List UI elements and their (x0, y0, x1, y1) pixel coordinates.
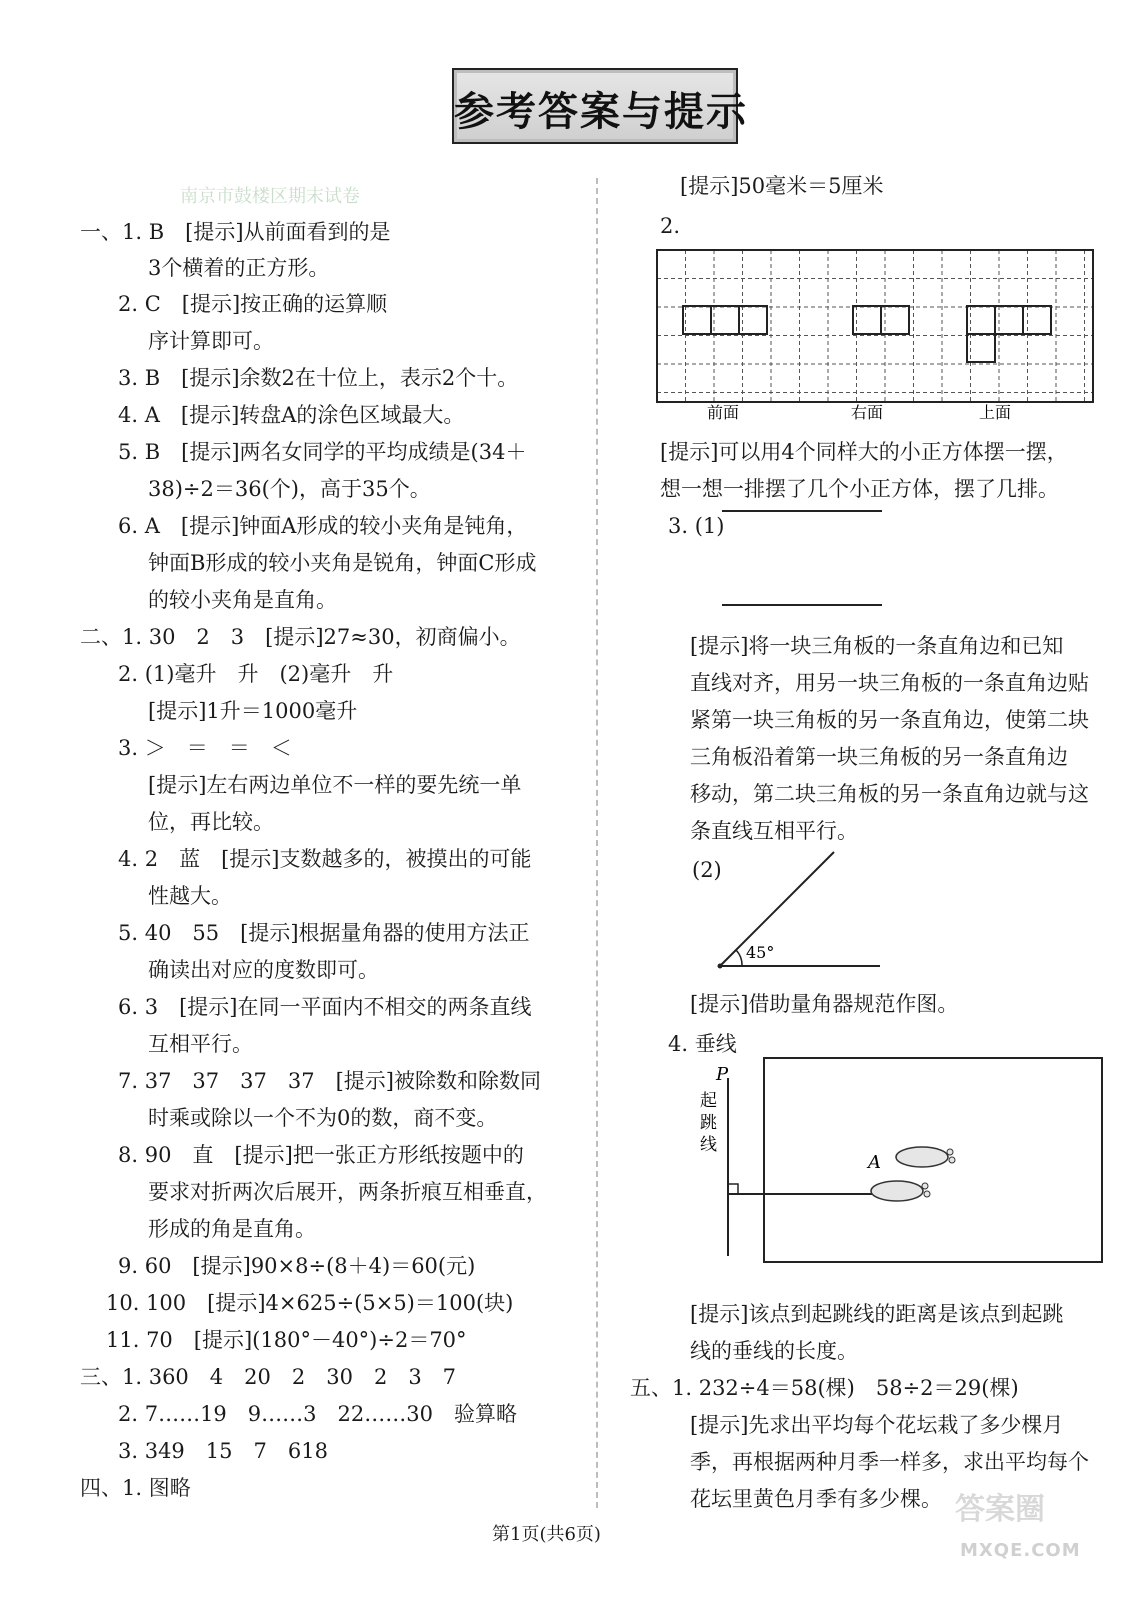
right-answer-line: 想一想一排摆了几个小正方体，摆了几排。 (660, 477, 1059, 501)
title-box (452, 68, 748, 144)
right-answer-line: [提示]50毫米＝5厘米 (680, 174, 884, 198)
right-answer-line: [提示]将一块三角板的一条直角边和已知 (690, 634, 1064, 658)
right-answer-line: (2) (692, 858, 722, 882)
three-views-grid (655, 248, 1105, 428)
toe-icon (922, 1183, 928, 1189)
watermark-logo: 答案圈 (955, 1492, 1045, 1527)
left-answer-line: 5. 40 55 [提示]根据量角器的使用方法正 (118, 921, 530, 945)
left-answer-line: 的较小夹角是直角。 (148, 588, 337, 612)
toe-icon (924, 1191, 930, 1197)
left-answer-line: [提示]1升＝1000毫升 (148, 699, 358, 723)
left-answer-line: 位，再比较。 (148, 810, 274, 834)
angle-vertex (718, 964, 723, 969)
left-answer-line: [提示]左右两边单位不一样的要先统一单 (148, 773, 522, 797)
left-answer-line: 四、1. 图略 (80, 1476, 191, 1500)
left-answer-line: 10. 100 [提示]4×625÷(5×5)＝100(块) (106, 1291, 514, 1315)
left-answer-line: 时乘或除以一个不为0的数，商不变。 (148, 1106, 498, 1130)
left-answer-line: 4. A [提示]转盘A的涂色区域最大。 (118, 403, 465, 427)
left-answer-line: 钟面B形成的较小夹角是锐角，钟面C形成 (148, 551, 537, 575)
angle-arc (736, 950, 742, 966)
left-answer-line: 互相平行。 (148, 1032, 253, 1056)
left-answer-line: 三、1. 360 4 20 2 30 2 3 7 (80, 1365, 457, 1389)
left-answer-line: 5. B [提示]两名女同学的平均成绩是(34＋ (118, 440, 527, 464)
top-square-1 (967, 306, 995, 334)
toe-icon (949, 1157, 955, 1163)
angle-label: 45° (746, 943, 775, 962)
point-a-label: A (868, 1152, 881, 1173)
right-answer-line: 移动，第二块三角板的另一条直角边就与这 (690, 782, 1089, 806)
left-answer-line: 2. C [提示]按正确的运算顺 (118, 292, 388, 316)
top-square-4 (967, 334, 995, 362)
front-view-label: 前面 (707, 403, 740, 422)
left-answer-line: 确读出对应的度数即可。 (148, 958, 379, 982)
left-answer-line: 2. (1)毫升 升 (2)毫升 升 (118, 662, 394, 686)
left-answer-line: 序计算即可。 (148, 329, 274, 353)
page-footer: 第1页(共6页) (492, 1524, 601, 1545)
right-square-1 (853, 306, 881, 334)
left-answer-line: 9. 60 [提示]90×8÷(8＋4)＝60(元) (118, 1254, 476, 1278)
right-answer-line: 条直线互相平行。 (690, 819, 858, 843)
left-answer-line: 3. 349 15 7 618 (118, 1439, 328, 1463)
right-answer-line: [提示]该点到起跳线的距离是该点到起跳 (690, 1302, 1064, 1326)
left-answer-line: 3. ＞ ＝ ＝ ＜ (118, 736, 292, 760)
long-jump-figure (692, 1056, 1112, 1266)
right-answer-line: [提示]可以用4个同样大的小正方体摆一摆， (660, 440, 1068, 464)
right-answer-line: [提示]借助量角器规范作图。 (690, 992, 959, 1016)
right-answer-line: 五、1. 232÷4＝58(棵) 58÷2＝29(棵) (630, 1376, 1019, 1400)
left-answer-line: 8. 90 直 [提示]把一张正方形纸按题中的 (118, 1143, 524, 1167)
top-view-label: 上面 (979, 403, 1012, 422)
right-view-label: 右面 (851, 403, 884, 422)
left-answer-line: 性越大。 (148, 884, 232, 908)
watermark-site: MXQE.COM (960, 1540, 1081, 1561)
front-square-3 (739, 306, 767, 334)
left-answer-line: 6. 3 [提示]在同一平面内不相交的两条直线 (118, 995, 532, 1019)
right-answer-line: 4. 垂线 (668, 1032, 737, 1056)
footprint-lower-icon (871, 1181, 923, 1201)
right-answer-line: [提示]先求出平均每个花坛栽了多少棵月 (690, 1413, 1064, 1437)
right-angle-mark (728, 1184, 738, 1194)
right-answer-line: 直线对齐，用另一块三角板的一条直角边贴 (690, 671, 1089, 695)
column-divider (596, 178, 598, 1508)
front-square-2 (711, 306, 739, 334)
right-answer-line: 紧第一块三角板的另一条直角边，使第二块 (690, 708, 1089, 732)
left-answer-line: 7. 37 37 37 37 [提示]被除数和除数同 (118, 1069, 541, 1093)
left-answer-line: 2. 7……19 9……3 22……30 验算略 (118, 1402, 517, 1426)
page-title: 参考答案与提示 (454, 89, 748, 135)
grid-lines (657, 250, 1093, 402)
right-answer-line: 花坛里黄色月季有多少棵。 (690, 1487, 942, 1511)
left-answer-line: 一、1. B [提示]从前面看到的是 (80, 220, 391, 244)
left-answer-line: 二、1. 30 2 3 [提示]27≈30，初商偏小。 (80, 625, 521, 649)
right-answer-line: 三角板沿着第一块三角板的另一条直角边 (690, 745, 1068, 769)
left-answer-line: 6. A [提示]钟面A形成的较小夹角是钝角， (118, 514, 528, 538)
angle-45-figure (712, 846, 892, 976)
right-answer-line: 线的垂线的长度。 (690, 1339, 858, 1363)
left-answer-line: 形成的角是直角。 (148, 1217, 316, 1241)
exam-subtitle: 南京市鼓楼区期末试卷 (180, 186, 360, 207)
front-square-1 (683, 306, 711, 334)
left-answer-line: 38)÷2＝36(个)，高于35个。 (148, 477, 431, 501)
left-answer-line: 要求对折两次后展开，两条折痕互相垂直， (148, 1180, 547, 1204)
point-p-label: P (716, 1064, 729, 1085)
right-answer-line: 3. (1) (668, 514, 725, 538)
left-answer-line: 3个横着的正方形。 (148, 256, 330, 280)
angle-slant-ray (720, 852, 834, 966)
start-line-label: 起跳线 (700, 1091, 717, 1155)
right-answer-line: 季，再根据两种月季一样多，求出平均每个 (690, 1450, 1089, 1474)
parallel-lines-figure (720, 505, 890, 615)
left-answer-line: 11. 70 [提示](180°－40°)÷2＝70° (106, 1328, 467, 1352)
footprint-upper-icon (896, 1147, 948, 1167)
left-answer-line: 4. 2 蓝 [提示]支数越多的，被摸出的可能 (118, 847, 532, 871)
left-answer-line: 3. B [提示]余数2在十位上，表示2个十。 (118, 366, 519, 390)
right-answer-line: 2. (660, 214, 681, 238)
toe-icon (947, 1149, 953, 1155)
